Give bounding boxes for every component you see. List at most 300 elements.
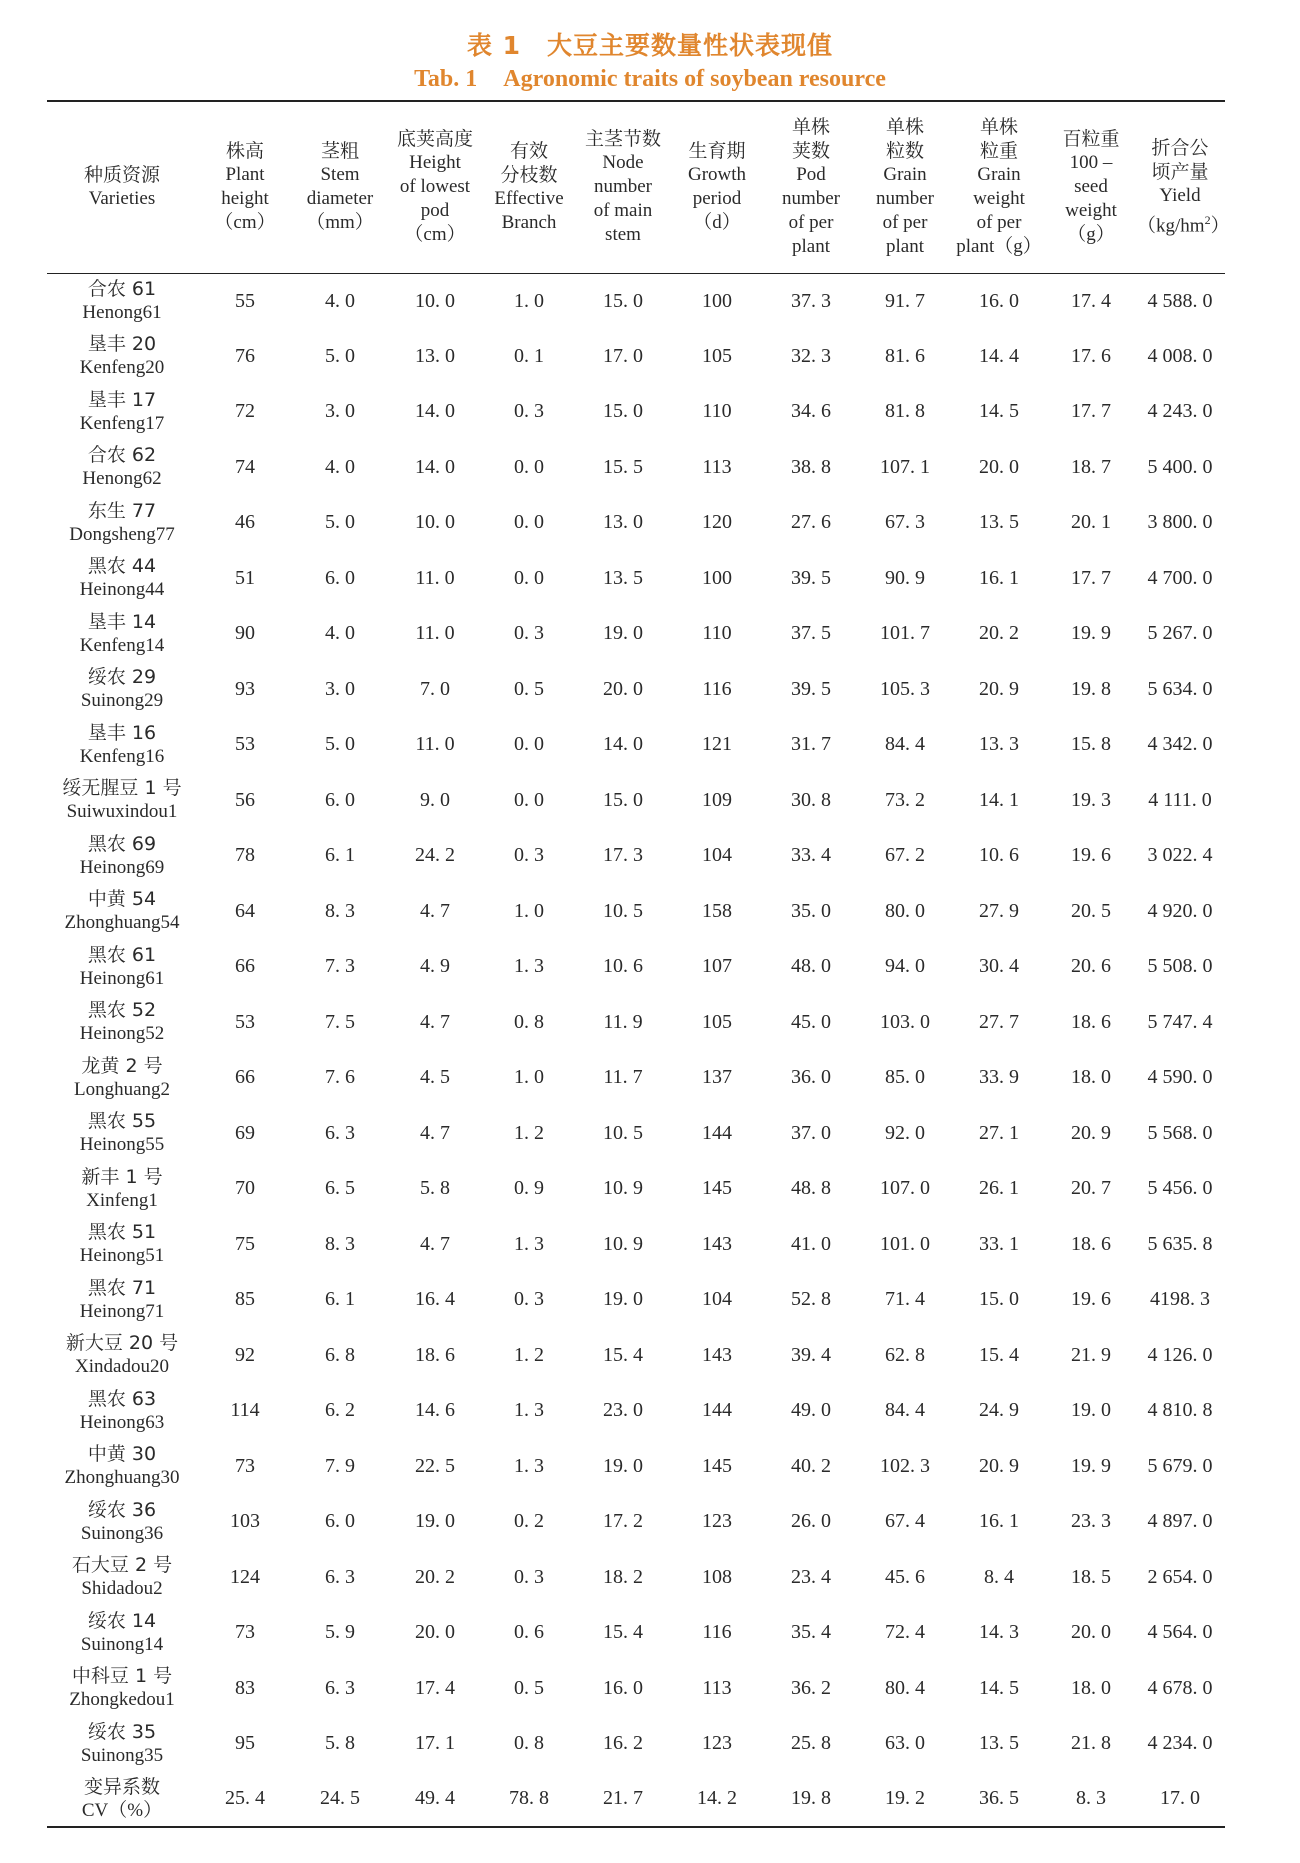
value-cell: 116	[702, 1621, 732, 1644]
header-en-text: Grain	[883, 164, 927, 186]
value-cell: 4 700. 0	[1147, 566, 1213, 589]
value-cell: 73. 2	[885, 788, 925, 811]
table-row	[47, 1328, 1225, 1384]
caption-cn-label: 表 1	[466, 31, 522, 60]
variety-name-cn: 变异系数	[83, 1775, 160, 1798]
value-cell: 8. 3	[325, 1232, 355, 1255]
value-cell: 20. 2	[415, 1565, 455, 1588]
value-cell: 8. 4	[984, 1565, 1014, 1588]
header-en-text: （g）	[1067, 224, 1115, 246]
variety-cell	[47, 551, 197, 607]
value-cell: 100	[702, 566, 732, 589]
value-cell: 15. 8	[1071, 733, 1111, 756]
table-row	[47, 495, 1225, 551]
value-cell: 85	[235, 1288, 255, 1311]
value-cell: 20. 9	[979, 677, 1019, 700]
value-cell: 6. 0	[325, 788, 355, 811]
value-cell: 21. 7	[575, 1772, 671, 1828]
variety-cell	[47, 1605, 197, 1661]
header-en-text: of main	[593, 200, 653, 222]
value-cell: 10. 9	[603, 1232, 643, 1255]
variety-name-cn: 黑农 61	[87, 943, 157, 966]
value-cell: 5 568. 0	[1147, 1121, 1213, 1144]
value-cell: 15. 5	[603, 455, 643, 478]
value-cell: 83	[235, 1676, 255, 1699]
value-cell: 67. 2	[885, 844, 925, 867]
value-cell: 38. 8	[791, 455, 831, 478]
value-cell: 143	[702, 1232, 732, 1255]
value-cell: 15. 4	[603, 1343, 643, 1366]
value-cell: 27. 6	[791, 511, 831, 534]
value-cell: 0. 5	[514, 1676, 544, 1699]
variety-name-en: Xindadou20	[75, 1356, 169, 1378]
header-cn-text: 生育期	[688, 140, 746, 163]
header-en-text: Plant	[225, 164, 265, 186]
value-cell: 13. 3	[979, 733, 1019, 756]
value-cell: 0. 9	[514, 1177, 544, 1200]
value-cell: 6. 3	[325, 1121, 355, 1144]
value-cell: 1. 2	[514, 1121, 544, 1144]
value-cell: 27. 9	[979, 899, 1019, 922]
value-cell: 23. 3	[1071, 1510, 1111, 1533]
variety-cell	[47, 440, 197, 496]
header-en-text: of lowest	[399, 176, 471, 198]
value-cell: 19. 6	[1071, 1288, 1111, 1311]
variety-cell	[47, 384, 197, 440]
column-header	[483, 101, 575, 273]
value-cell: 19. 2	[859, 1772, 951, 1828]
value-cell: 21. 9	[1071, 1343, 1111, 1366]
value-cell: 20. 5	[1071, 899, 1111, 922]
variety-cell	[47, 1716, 197, 1772]
variety-name-en: Kenfeng16	[79, 745, 165, 767]
value-cell: 39. 5	[791, 566, 831, 589]
value-cell: 1. 3	[514, 955, 544, 978]
value-cell: 6. 0	[325, 1510, 355, 1533]
table-row	[47, 1050, 1225, 1106]
traits-table	[47, 100, 1230, 1828]
variety-cell	[47, 884, 197, 940]
value-cell: 69	[235, 1121, 255, 1144]
value-cell: 4 564. 0	[1147, 1621, 1213, 1644]
value-cell: 108	[702, 1565, 732, 1588]
header-cn-text: 百粒重	[1062, 128, 1120, 151]
value-cell: 120	[702, 511, 732, 534]
variety-name-en: Suinong14	[80, 1633, 164, 1655]
header-cn-text: 粒数	[885, 140, 924, 163]
value-cell: 91. 7	[885, 289, 925, 312]
value-cell: 20. 2	[979, 622, 1019, 645]
value-cell: 23. 4	[791, 1565, 831, 1588]
value-cell: 37. 5	[791, 622, 831, 645]
variety-name-en: Henong62	[82, 468, 162, 490]
value-cell: 19. 9	[1071, 1454, 1111, 1477]
variety-name-en: Heinong55	[79, 1134, 165, 1156]
value-cell: 11. 0	[415, 622, 455, 645]
value-cell: 102. 3	[880, 1454, 930, 1477]
header-en-text: seed	[1074, 176, 1108, 198]
value-cell: 20. 1	[1071, 511, 1111, 534]
value-cell: 107. 0	[880, 1177, 930, 1200]
value-cell: 17. 7	[1071, 566, 1111, 589]
value-cell: 75	[235, 1232, 255, 1255]
header-cn-text: 单株	[885, 116, 924, 139]
column-header	[387, 101, 483, 273]
value-cell: 74	[235, 455, 255, 478]
value-cell: 32. 3	[791, 344, 831, 367]
value-cell: 0. 1	[514, 344, 544, 367]
header-en-text: Node	[602, 152, 644, 174]
value-cell: 11. 7	[603, 1066, 643, 1089]
value-cell: 7. 0	[420, 677, 450, 700]
variety-name-cn: 黑农 63	[87, 1387, 157, 1410]
table-row	[47, 1716, 1225, 1772]
value-cell: 124	[230, 1565, 260, 1588]
header-en-text: 100 –	[1069, 152, 1113, 174]
variety-name-cn: 黑农 55	[87, 1110, 157, 1133]
value-cell: 20. 0	[415, 1621, 455, 1644]
value-cell: 19. 9	[1071, 622, 1111, 645]
variety-name-en: Longhuang2	[73, 1078, 171, 1100]
variety-cell	[47, 828, 197, 884]
variety-cell	[47, 1772, 197, 1828]
value-cell: 19. 0	[603, 622, 643, 645]
variety-name-cn: 绥无腥豆 1 号	[62, 777, 182, 800]
value-cell: 109	[702, 788, 732, 811]
variety-cell	[47, 1439, 197, 1495]
variety-cell	[47, 273, 197, 329]
value-cell: 14. 0	[603, 733, 643, 756]
value-cell: 63. 0	[885, 1732, 925, 1755]
value-cell: 52. 8	[791, 1288, 831, 1311]
value-cell: 1. 0	[514, 289, 544, 312]
value-cell: 5. 0	[325, 511, 355, 534]
variety-cell	[47, 495, 197, 551]
header-en-text: height	[221, 188, 269, 210]
value-cell: 1. 0	[514, 1066, 544, 1089]
value-cell: 123	[702, 1732, 732, 1755]
value-cell: 0. 6	[514, 1621, 544, 1644]
variety-cell	[47, 1050, 197, 1106]
variety-name-en: Xinfeng1	[86, 1189, 158, 1211]
value-cell: 49. 0	[791, 1399, 831, 1422]
value-cell: 19. 3	[1071, 788, 1111, 811]
value-cell: 14. 4	[979, 344, 1019, 367]
value-cell: 105	[702, 1010, 732, 1033]
value-cell: 55	[235, 289, 255, 312]
value-cell: 4. 9	[420, 955, 450, 978]
value-cell: 18. 6	[1071, 1232, 1111, 1255]
value-cell: 72. 4	[885, 1621, 925, 1644]
value-cell: 10. 5	[603, 899, 643, 922]
value-cell: 10. 6	[979, 844, 1019, 867]
header-en-text: （d）	[693, 212, 741, 234]
table-header-row	[47, 101, 1225, 273]
caption-cn-title: 大豆主要数量性状表现值	[547, 31, 834, 60]
value-cell: 114	[230, 1399, 260, 1422]
value-cell: 5. 8	[325, 1732, 355, 1755]
variety-cell	[47, 1661, 197, 1717]
value-cell: 20. 0	[979, 455, 1019, 478]
variety-name-cn: 新大豆 20 号	[65, 1332, 179, 1355]
header-cn-text: 底荚高度	[396, 128, 473, 151]
table-row	[47, 1605, 1225, 1661]
value-cell: 19. 6	[1071, 844, 1111, 867]
value-cell: 92. 0	[885, 1121, 925, 1144]
header-en-text: Varieties	[88, 188, 156, 210]
column-header	[293, 101, 387, 273]
variety-name-cn: 黑农 44	[87, 555, 157, 578]
variety-name-cn: 合农 61	[87, 278, 157, 300]
value-cell: 6. 1	[325, 1288, 355, 1311]
table-row	[47, 995, 1225, 1051]
value-cell: 21. 8	[1071, 1732, 1111, 1755]
value-cell: 1. 0	[514, 899, 544, 922]
variety-cell	[47, 1272, 197, 1328]
value-cell: 20. 0	[603, 677, 643, 700]
value-cell: 14. 5	[979, 400, 1019, 423]
value-cell: 103	[230, 1510, 260, 1533]
value-cell: 11. 9	[603, 1010, 643, 1033]
value-cell: 0. 3	[514, 1288, 544, 1311]
table-row	[47, 662, 1225, 718]
table-row	[47, 440, 1225, 496]
value-cell: 30. 8	[791, 788, 831, 811]
value-cell: 45. 6	[885, 1565, 925, 1588]
value-cell: 11. 0	[415, 566, 455, 589]
value-cell: 1. 3	[514, 1399, 544, 1422]
value-cell: 3 800. 0	[1147, 511, 1213, 534]
value-cell: 10. 0	[415, 289, 455, 312]
value-cell: 14. 0	[415, 455, 455, 478]
header-en-text: pod	[420, 200, 450, 222]
value-cell: 0. 5	[514, 677, 544, 700]
caption-en-label: Tab. 1	[414, 66, 478, 92]
table-row	[47, 828, 1225, 884]
value-cell: 10. 6	[603, 955, 643, 978]
header-cn-text: 粒重	[979, 140, 1018, 163]
header-en-text: number	[593, 176, 653, 198]
variety-name-cn: 黑农 51	[87, 1221, 157, 1244]
table-row	[47, 1550, 1225, 1606]
value-cell: 4. 7	[420, 899, 450, 922]
value-cell: 7. 9	[325, 1454, 355, 1477]
value-cell: 103. 0	[880, 1010, 930, 1033]
variety-cell	[47, 1383, 197, 1439]
value-cell: 37. 0	[791, 1121, 831, 1144]
variety-name-cn: 绥农 36	[87, 1498, 157, 1521]
value-cell: 24. 2	[415, 844, 455, 867]
variety-name-en: Shidadou2	[81, 1578, 163, 1600]
value-cell: 4 897. 0	[1147, 1510, 1213, 1533]
value-cell: 72	[235, 400, 255, 423]
variety-name-en: Kenfeng14	[79, 634, 165, 656]
variety-name-cn: 东生 77	[87, 499, 157, 522]
value-cell: 6. 8	[325, 1343, 355, 1366]
variety-name-en: Kenfeng17	[79, 412, 165, 434]
value-cell: 14. 3	[979, 1621, 1019, 1644]
table-row	[47, 1494, 1225, 1550]
variety-cell	[47, 773, 197, 829]
value-cell: 101. 0	[880, 1232, 930, 1255]
column-header	[1135, 101, 1230, 273]
variety-name-en: CV（%）	[81, 1799, 163, 1821]
value-cell: 5. 8	[420, 1177, 450, 1200]
value-cell: 19. 0	[603, 1288, 643, 1311]
value-cell: 48. 8	[791, 1177, 831, 1200]
value-cell: 90. 9	[885, 566, 925, 589]
value-cell: 93	[235, 677, 255, 700]
value-cell: 5 679. 0	[1147, 1454, 1213, 1477]
value-cell: 5. 0	[325, 344, 355, 367]
value-cell: 0. 2	[514, 1510, 544, 1533]
value-cell: 15. 4	[979, 1343, 1019, 1366]
value-cell: 16. 0	[979, 289, 1019, 312]
value-cell: 4 678. 0	[1147, 1676, 1213, 1699]
value-cell: 1. 2	[514, 1343, 544, 1366]
value-cell: 10. 5	[603, 1121, 643, 1144]
variety-name-en: Heinong71	[79, 1300, 165, 1322]
column-header	[197, 101, 293, 273]
header-en-text: plant（g）	[956, 236, 1042, 258]
value-cell: 0. 0	[514, 511, 544, 534]
variety-name-en: Heinong44	[79, 579, 165, 601]
table-row	[47, 1383, 1225, 1439]
header-en-text: weight	[1065, 200, 1117, 222]
value-cell: 73	[235, 1621, 255, 1644]
header-cn-text: 主茎节数	[584, 128, 661, 151]
value-cell: 26. 1	[979, 1177, 1019, 1200]
value-cell: 33. 9	[979, 1066, 1019, 1089]
value-cell: 4. 0	[325, 622, 355, 645]
value-cell: 66	[235, 1066, 255, 1089]
table-row	[47, 1772, 1225, 1828]
variety-cell	[47, 995, 197, 1051]
value-cell: 39. 5	[791, 677, 831, 700]
value-cell: 15. 0	[603, 788, 643, 811]
header-en-text: period	[692, 188, 742, 210]
value-cell: 51	[235, 566, 255, 589]
variety-name-en: Heinong52	[79, 1023, 165, 1045]
value-cell: 84. 4	[885, 733, 925, 756]
value-cell: 67. 3	[885, 511, 925, 534]
value-cell: 2 654. 0	[1147, 1565, 1213, 1588]
value-cell: 94. 0	[885, 955, 925, 978]
column-header	[763, 101, 859, 273]
value-cell: 121	[702, 733, 732, 756]
value-cell: 17. 0	[1135, 1772, 1225, 1828]
value-cell: 0. 3	[514, 622, 544, 645]
header-cn-text: 株高	[225, 140, 264, 163]
variety-name-cn: 垦丰 14	[87, 610, 157, 633]
value-cell: 80. 4	[885, 1676, 925, 1699]
header-cn-text: 折合公	[1151, 137, 1209, 160]
variety-cell	[47, 717, 197, 773]
variety-name-en: Suinong29	[80, 690, 164, 712]
header-en-text: Growth	[687, 164, 747, 186]
header-en-text: diameter	[306, 188, 374, 210]
value-cell: 48. 0	[791, 955, 831, 978]
header-en-text: Stem	[320, 164, 360, 186]
variety-cell	[47, 329, 197, 385]
value-cell: 33. 1	[979, 1232, 1019, 1255]
header-cn-text: 有效	[509, 140, 548, 163]
value-cell: 95	[235, 1732, 255, 1755]
value-cell: 17. 7	[1071, 400, 1111, 423]
value-cell: 105	[702, 344, 732, 367]
value-cell: 76	[235, 344, 255, 367]
value-cell: 4 243. 0	[1147, 400, 1213, 423]
value-cell: 53	[235, 1010, 255, 1033]
value-cell: 16. 1	[979, 566, 1019, 589]
value-cell: 5 456. 0	[1147, 1177, 1213, 1200]
value-cell: 8. 3	[325, 899, 355, 922]
column-header	[859, 101, 951, 273]
header-en-text: plant	[792, 236, 830, 258]
value-cell: 4 588. 0	[1147, 289, 1213, 312]
value-cell: 4 810. 8	[1147, 1399, 1213, 1422]
value-cell: 0. 0	[514, 733, 544, 756]
value-cell: 5. 0	[325, 733, 355, 756]
variety-cell	[47, 606, 197, 662]
value-cell: 6. 5	[325, 1177, 355, 1200]
value-cell: 110	[702, 622, 732, 645]
value-cell: 116	[702, 677, 732, 700]
value-cell: 6. 3	[325, 1565, 355, 1588]
value-cell: 18. 0	[1071, 1676, 1111, 1699]
value-cell: 7. 6	[325, 1066, 355, 1089]
table-row	[47, 884, 1225, 940]
value-cell: 145	[702, 1177, 732, 1200]
variety-cell	[47, 939, 197, 995]
value-cell: 16. 0	[603, 1676, 643, 1699]
value-cell: 36. 2	[791, 1676, 831, 1699]
value-cell: 20. 0	[1071, 1621, 1111, 1644]
variety-name-en: Heinong69	[79, 856, 165, 878]
value-cell: 34. 6	[791, 400, 831, 423]
value-cell: 41. 0	[791, 1232, 831, 1255]
value-cell: 104	[702, 1288, 732, 1311]
table-row	[47, 1661, 1225, 1717]
value-cell: 144	[702, 1121, 732, 1144]
value-cell: 25. 8	[791, 1732, 831, 1755]
value-cell: 36. 5	[951, 1772, 1047, 1828]
variety-name-cn: 石大豆 2 号	[71, 1554, 173, 1577]
value-cell: 78. 8	[483, 1772, 575, 1828]
value-cell: 10. 9	[603, 1177, 643, 1200]
variety-cell	[47, 1494, 197, 1550]
value-cell: 84. 4	[885, 1399, 925, 1422]
variety-name-en: Heinong63	[79, 1411, 165, 1433]
value-cell: 7. 5	[325, 1010, 355, 1033]
variety-name-cn: 中黄 30	[87, 1443, 157, 1466]
variety-name-en: Dongsheng77	[69, 523, 175, 545]
variety-name-cn: 黑农 71	[87, 1276, 157, 1299]
variety-name-en: Heinong61	[79, 967, 165, 989]
value-cell: 145	[702, 1454, 732, 1477]
value-cell: 5 508. 0	[1147, 955, 1213, 978]
value-cell: 70	[235, 1177, 255, 1200]
value-cell: 13. 5	[603, 566, 643, 589]
value-cell: 17. 0	[603, 344, 643, 367]
variety-name-cn: 合农 62	[87, 444, 157, 467]
table-row	[47, 273, 1225, 329]
column-header	[575, 101, 671, 273]
value-cell: 23. 0	[603, 1399, 643, 1422]
column-header	[1047, 101, 1135, 273]
value-cell: 16. 1	[979, 1510, 1019, 1533]
header-cn-text: 茎粗	[320, 140, 359, 163]
